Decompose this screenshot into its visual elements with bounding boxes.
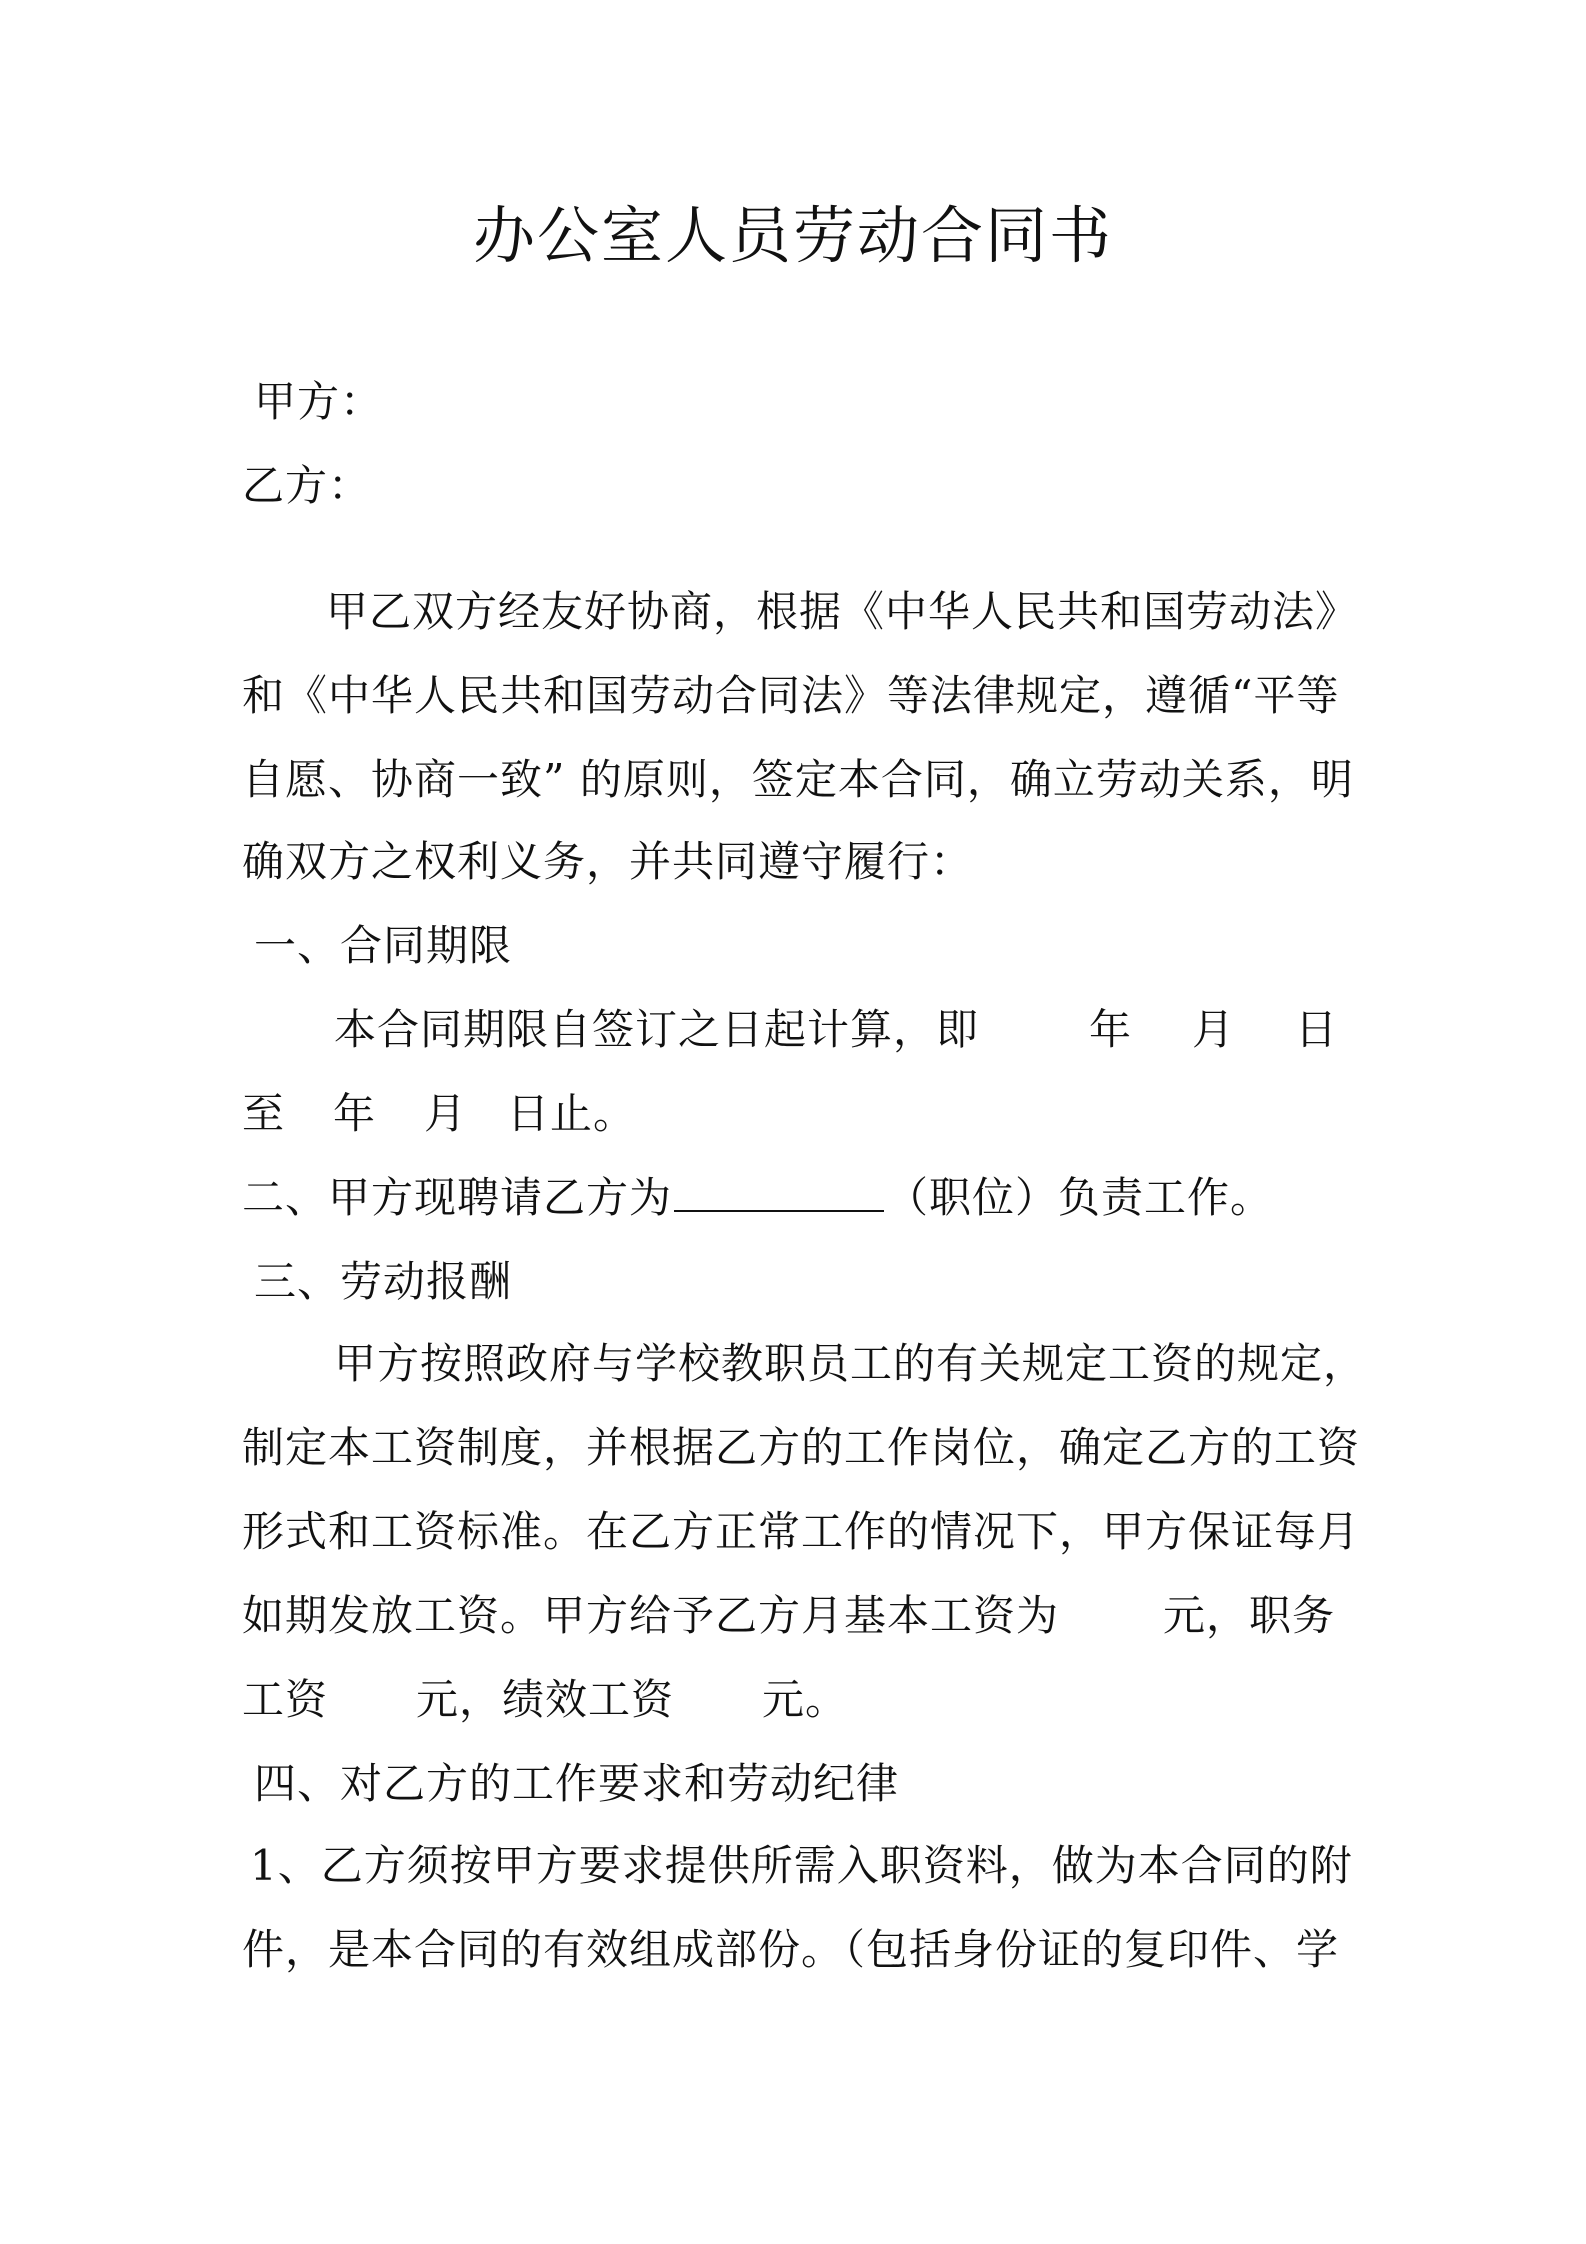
section-1-heading: 一、合同期限: [254, 921, 513, 970]
document-title: 办公室人员劳动合同书: [472, 199, 1113, 272]
term-start-month: 月: [1192, 1005, 1236, 1054]
base-salary-unit: 元，职务: [1163, 1591, 1336, 1640]
preamble-line-1: 甲乙双方经友好协商，根据《中华人民共和国劳动法》: [326, 587, 1359, 636]
term-end-text: 至: [242, 1089, 286, 1138]
section-3-heading: 三、劳动报酬: [254, 1257, 513, 1306]
pay-line-5: [242, 1670, 1362, 1730]
pay-line-2: 制定本工资制度，并根据乙方的工作岗位，确定乙方的工资: [242, 1423, 1361, 1472]
term-start-text: 本合同期限自签订之日起计算，即: [334, 1005, 980, 1054]
party-a-label: 甲方：: [254, 377, 384, 426]
section-2-line: [242, 1168, 1362, 1228]
term-line-2: [242, 1084, 1362, 1144]
performance-salary-unit: 元。: [762, 1675, 849, 1724]
pay-line-3: 形式和工资标准。在乙方正常工作的情况下，甲方保证每月: [242, 1507, 1361, 1556]
pay-line-4: [242, 1586, 1362, 1646]
preamble-line-4: 确双方之权利义务，并共同遵守履行：: [242, 837, 974, 886]
preamble-line-3: 自愿、协商一致” 的原则，签定本合同，确立劳动关系，明: [242, 755, 1354, 804]
term-end-month: 月: [424, 1089, 468, 1138]
position-suffix: （职位）负责工作。: [886, 1173, 1274, 1222]
party-b-label: 乙方：: [242, 461, 372, 510]
section-4-heading: 四、对乙方的工作要求和劳动纪律: [254, 1759, 900, 1808]
term-start-year: 年: [1089, 1005, 1133, 1054]
performance-salary-text: 元，绩效工资: [416, 1675, 675, 1724]
preamble-line-2: 和《中华人民共和国劳动合同法》等法律规定，遵循“平等: [242, 671, 1340, 720]
requirement-line-1: 1、乙方须按甲方要求提供所需入职资料，做为本合同的附: [250, 1841, 1353, 1890]
position-text: 二、甲方现聘请乙方为: [242, 1173, 673, 1222]
position-blank[interactable]: [674, 1206, 884, 1212]
term-end-day: 日止。: [507, 1089, 637, 1138]
pay-line-1: 甲方按照政府与学校教职员工的有关规定工资的规定，: [334, 1339, 1367, 1388]
base-salary-text: 如期发放工资。甲方给予乙方月基本工资为: [242, 1591, 1060, 1640]
duty-salary-text: 工资: [242, 1675, 329, 1724]
requirement-line-2: 件，是本合同的有效组成部份。（包括身份证的复印件、学: [242, 1925, 1340, 1974]
term-start-day: 日: [1295, 1005, 1339, 1054]
term-end-year: 年: [333, 1089, 377, 1138]
term-line-1: [334, 1000, 1454, 1060]
